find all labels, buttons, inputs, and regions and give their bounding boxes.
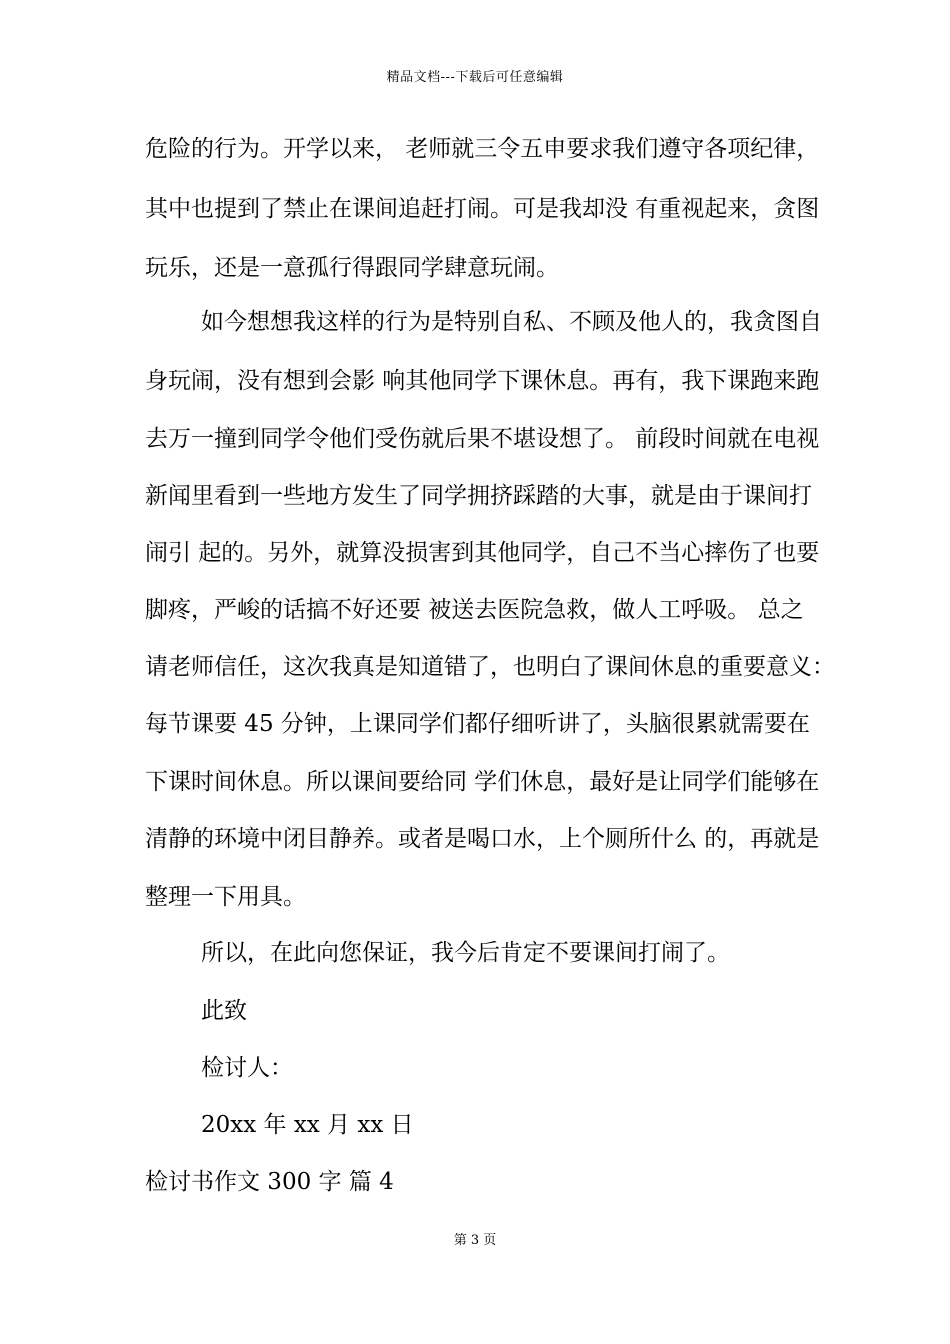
date-line: 20xx 年 xx 月 xx 日 (201, 1112, 414, 1138)
text-line: 每节课要 45 分钟，上课同学们都仔细听讲了，头脑很累就需要在 (145, 711, 810, 737)
text-line: 所以，在此向您保证，我今后肯定不要课间打闹了。 (201, 940, 730, 966)
signature-label: 检讨人： (201, 1055, 293, 1081)
text-line: 下课时间休息。所以课间要给同 学们休息，最好是让同学们能够在 (145, 769, 820, 795)
text-line: 去万一撞到同学令他们受伤就后果不堪设想了。 前段时间就在电视 (145, 426, 820, 452)
page-number: 第 3 页 (453, 1233, 497, 1248)
text-line: 闹引 起的。另外，就算没损害到其他同学，自己不当心摔伤了也要 (145, 540, 820, 566)
text-line: 如今想想我这样的行为是特别自私、不顾及他人的，我贪图自 (201, 309, 822, 335)
text-line: 新闻里看到一些地方发生了同学拥挤踩踏的大事，就是由于课间打 (145, 483, 812, 509)
text-line: 脚疼，严峻的话搞不好还要 被送去医院急救，做人工呼吸。 总之 (145, 597, 804, 623)
text-line: 身玩闹，没有想到会影 响其他同学下课休息。再有，我下课跑来跑 (145, 368, 820, 394)
text-line: 玩乐，还是一意孤行得跟同学肆意玩闹。 (145, 255, 559, 281)
text-line: 请老师信任，这次我真是知道错了，也明白了课间休息的重要意义： (145, 654, 835, 680)
text-line: 整理一下用具。 (145, 884, 306, 910)
text-line: 危险的行为。开学以来， 老师就三令五申要求我们遵守各项纪律， (145, 136, 820, 162)
text-line: 清静的环境中闭目静养。或者是喝口水，上个厕所什么 的，再就是 (145, 826, 820, 852)
salutation: 此致 (201, 998, 247, 1024)
page-header: 精品文档---下载后可任意编辑 (386, 70, 564, 85)
section-heading: 检讨书作文 300 字 篇 4 (145, 1169, 394, 1195)
text-line: 其中也提到了禁止在课间追赶打闹。可是我却没 有重视起来，贪图 (145, 196, 820, 222)
